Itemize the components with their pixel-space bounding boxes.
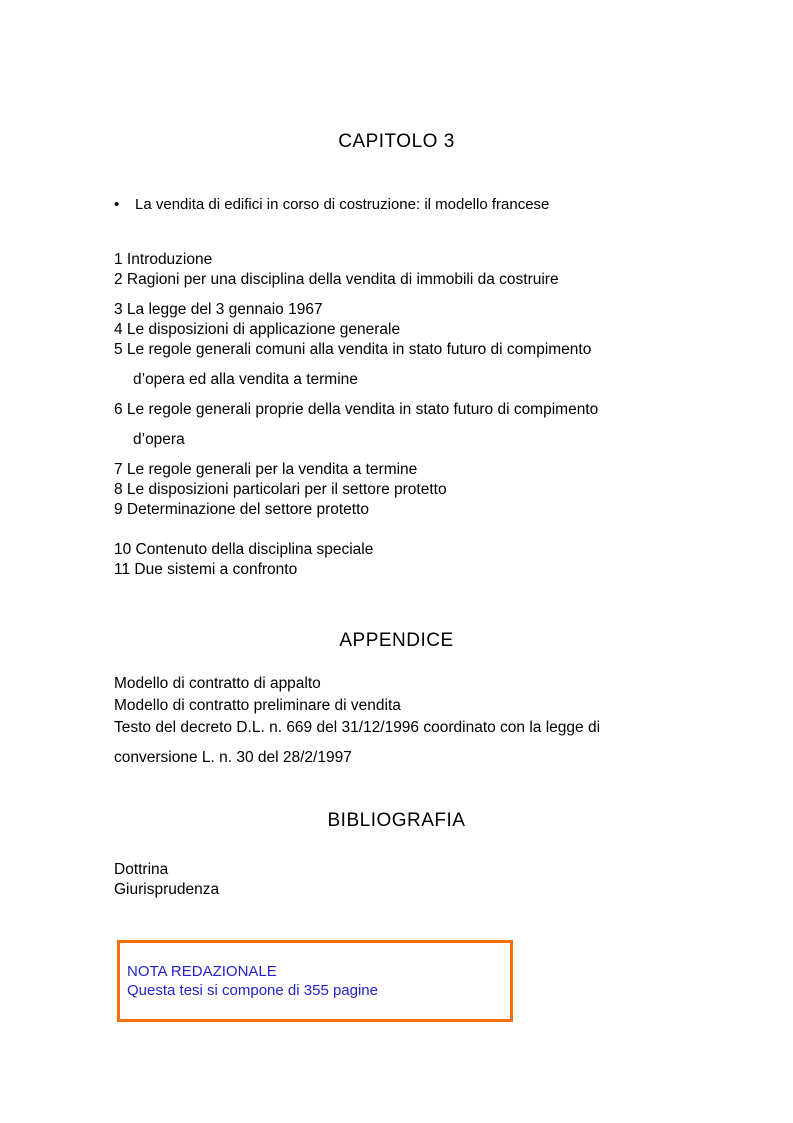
bullet-icon: • xyxy=(114,196,120,213)
table-of-contents xyxy=(114,250,679,580)
toc-line-continuation: d’opera ed alla vendita a termine xyxy=(133,371,358,388)
chapter-heading: CAPITOLO 3 xyxy=(338,131,455,152)
toc-line: 5 Le regole generali comuni alla vendita in stato futuro di compimento xyxy=(114,341,592,358)
bibliography-line: Giurisprudenza xyxy=(114,881,220,898)
toc-line: 2 Ragioni per una disciplina della vendita di immobili da costruire xyxy=(114,271,559,288)
chapter-bullet-item xyxy=(114,195,679,215)
appendix-list xyxy=(114,673,679,769)
editorial-note-title: NOTA REDAZIONALE xyxy=(127,963,277,980)
editorial-note-body: Questa tesi si compone di 355 pagine xyxy=(127,982,378,999)
toc-line: 4 Le disposizioni di applicazione generale xyxy=(114,321,401,338)
appendix-line-continuation: conversione L. n. 30 del 28/2/1997 xyxy=(114,749,352,766)
toc-line: 1 Introduzione xyxy=(114,251,213,268)
toc-line-continuation: d’opera xyxy=(133,431,185,448)
toc-line: 9 Determinazione del settore protetto xyxy=(114,501,370,518)
bibliography-list xyxy=(114,860,679,900)
appendix-line: Testo del decreto D.L. n. 669 del 31/12/1996 coordinato con la legge di xyxy=(114,719,601,736)
toc-line: 8 Le disposizioni particolari per il settore protetto xyxy=(114,481,447,498)
editorial-note-box xyxy=(117,940,513,1022)
toc-line: 10 Contenuto della disciplina speciale xyxy=(114,541,374,558)
appendix-line: Modello di contratto preliminare di vendita xyxy=(114,697,401,714)
appendix-line: Modello di contratto di appalto xyxy=(114,675,321,692)
bibliography-heading: BIBLIOGRAFIA xyxy=(327,810,466,831)
toc-line: 7 Le regole generali per la vendita a termine xyxy=(114,461,418,478)
toc-line: 6 Le regole generali proprie della vendita in stato futuro di compimento xyxy=(114,401,599,418)
toc-line: 11 Due sistemi a confronto xyxy=(114,561,298,578)
bullet-item-text: La vendita di edifici in corso di costruzione: il modello francese xyxy=(135,196,550,213)
toc-line: 3 La legge del 3 gennaio 1967 xyxy=(114,301,323,318)
bibliography-line: Dottrina xyxy=(114,861,169,878)
appendix-heading: APPENDICE xyxy=(339,630,454,651)
